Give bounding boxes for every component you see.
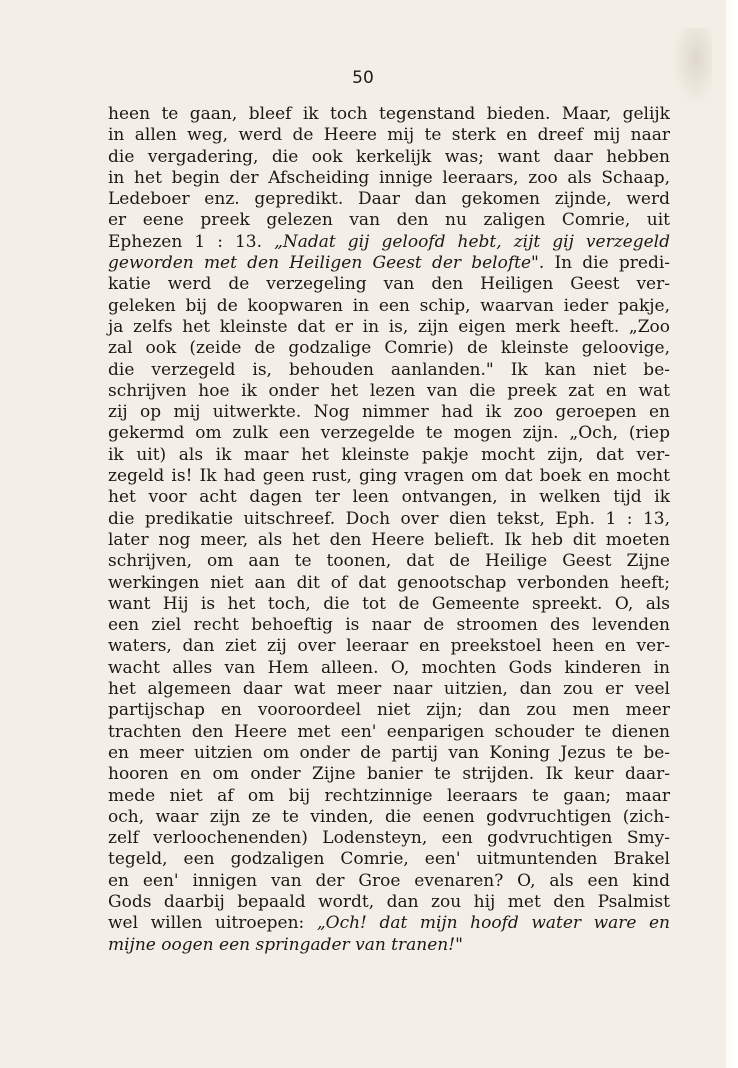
text-segment: en meer uitzien om onder de partij van Koning Jezus te be-: [108, 742, 670, 763]
text-segment: gekermd om zulk een verzegelde te mogen zijn. „Och, (riep: [108, 423, 670, 444]
text-line: [108, 764, 670, 785]
text-line: [108, 147, 670, 168]
text-segment: ik uit) als ik maar het kleinste pakje mocht zijn, dat ver-: [108, 444, 670, 465]
text-segment: tegeld, een godzaligen Comrie, een' uitmuntenden Brakel: [108, 849, 670, 870]
text-segment: geleken bij de koopwaren in een schip, waarvan ieder pakje,: [108, 295, 670, 316]
text-line: [108, 807, 670, 828]
text-line: [108, 786, 670, 807]
text-line: [108, 722, 670, 743]
text-line: [108, 935, 670, 956]
text-line: [108, 594, 670, 615]
italic-text: „Och! dat mijn hoofd water ware en: [316, 913, 671, 934]
text-line: [108, 381, 670, 402]
text-segment: zegeld is! Ik had geen rust, ging vragen om dat boek en mocht: [108, 466, 670, 487]
text-segment: want Hij is het toch, die tot de Gemeente spreekt. O, als: [108, 593, 670, 614]
text-line: [108, 828, 670, 849]
text-segment: Ephezen 1 : 13.: [108, 231, 275, 252]
text-segment: werkingen niet aan dit of dat genootschap verbonden heeft;: [108, 572, 670, 593]
page-number: 50: [352, 68, 374, 88]
text-segment: in allen weg, werd de Heere mij te sterk en dreef mij naar: [108, 125, 670, 146]
text-segment: later nog meer, als het den Heere belieft. Ik heb dit moeten: [108, 529, 670, 550]
text-line: [108, 423, 670, 444]
text-line: [108, 210, 670, 231]
page-stain: [672, 28, 712, 106]
text-segment: ja zelfs het kleinste dat er in is, zijn eigen merk heeft. „Zoo: [108, 316, 670, 337]
text-line: [108, 530, 670, 551]
text-segment: och, waar zijn ze te vinden, die eenen godvruchtigen (zich-: [108, 806, 670, 827]
text-segment: een ziel recht behoeftig is naar de stroomen des levenden: [108, 615, 670, 636]
text-segment: zij op mij uitwerkte. Nog nimmer had ik zoo geroepen en: [108, 402, 670, 423]
text-line: [108, 700, 670, 721]
text-segment: Ledeboer enz. gepredikt. Daar dan gekomen zijnde, werd: [108, 189, 670, 210]
text-segment: In die predi-: [544, 253, 671, 274]
text-line: [108, 551, 670, 572]
text-line: [108, 168, 670, 189]
text-segment: in het begin der Afscheiding innige leeraars, zoo als Schaap,: [108, 167, 670, 188]
text-line: [108, 104, 670, 125]
italic-text: geworden met den Heiligen Geest der belofte".: [108, 253, 545, 274]
text-line: [108, 253, 670, 274]
text-line: [108, 849, 670, 870]
body-text: [108, 104, 670, 956]
text-segment: die predikatie uitschreef. Doch over dien tekst, Eph. 1 : 13,: [108, 508, 670, 529]
text-segment: wel willen uitroepen:: [108, 913, 317, 934]
text-segment: die vergadering, die ook kerkelijk was; want daar hebben: [108, 146, 670, 167]
text-segment: schrijven, om aan te toonen, dat de Heilige Geest Zijne: [108, 551, 670, 572]
text-segment: heen te gaan, bleef ik toch tegenstand bieden. Maar, gelijk: [108, 104, 670, 124]
text-segment: die verzegeld is, behouden aanlanden." Ik kan niet be-: [108, 359, 670, 380]
text-line: [108, 487, 670, 508]
text-line: [108, 445, 670, 466]
text-segment: het algemeen daar wat meer naar uitzien, dan zou er veel: [108, 679, 670, 700]
text-line: [108, 871, 670, 892]
text-line: [108, 317, 670, 338]
text-line: [108, 573, 670, 594]
text-segment: trachten den Heere met een' eenparigen schouder te dienen: [108, 721, 670, 742]
text-segment: waters, dan ziet zij over leeraar en preekstoel heen en ver-: [108, 636, 670, 657]
italic-text: mijne oogen een springader van tranen!": [108, 934, 463, 955]
text-segment: en een' innigen van der Groe evenaren? O, als een kind: [108, 870, 670, 891]
text-line: [108, 189, 670, 210]
italic-text: „Nadat gij geloofd hebt, zijt gij verzegeld: [274, 231, 670, 252]
text-segment: er eene preek gelezen van den nu zaligen Comrie, uit: [108, 210, 670, 231]
text-line: [108, 296, 670, 317]
text-line: [108, 466, 670, 487]
text-segment: Gods daarbij bepaald wordt, dan zou hij met den Psalmist: [108, 891, 670, 912]
page-edge: [726, 0, 738, 1068]
text-line: [108, 913, 670, 934]
text-line: [108, 232, 670, 253]
text-segment: wacht alles van Hem alleen. O, mochten Gods kinderen in: [108, 657, 670, 678]
text-segment: schrijven hoe ik onder het lezen van die preek zat en wat: [108, 380, 670, 401]
text-line: [108, 892, 670, 913]
text-line: [108, 274, 670, 295]
text-line: [108, 636, 670, 657]
text-segment: zal ook (zeide de godzalige Comrie) de kleinste geloovige,: [108, 338, 670, 359]
text-line: [108, 360, 670, 381]
text-line: [108, 743, 670, 764]
text-line: [108, 402, 670, 423]
text-segment: katie werd de verzegeling van den Heiligen Geest ver-: [108, 274, 670, 295]
text-segment: mede niet af om bij rechtzinnige leeraars te gaan; maar: [108, 785, 670, 806]
text-line: [108, 679, 670, 700]
text-line: [108, 338, 670, 359]
text-line: [108, 658, 670, 679]
text-line: [108, 615, 670, 636]
text-line: [108, 125, 670, 146]
text-line: [108, 509, 670, 530]
text-segment: zelf verloochenenden) Lodensteyn, een godvruchtigen Smy-: [108, 828, 670, 849]
text-segment: hooren en om onder Zijne banier te strijden. Ik keur daar-: [108, 764, 670, 785]
text-segment: partijschap en vooroordeel niet zijn; dan zou men meer: [108, 700, 670, 721]
text-segment: het voor acht dagen ter leen ontvangen, in welken tijd ik: [108, 487, 670, 508]
